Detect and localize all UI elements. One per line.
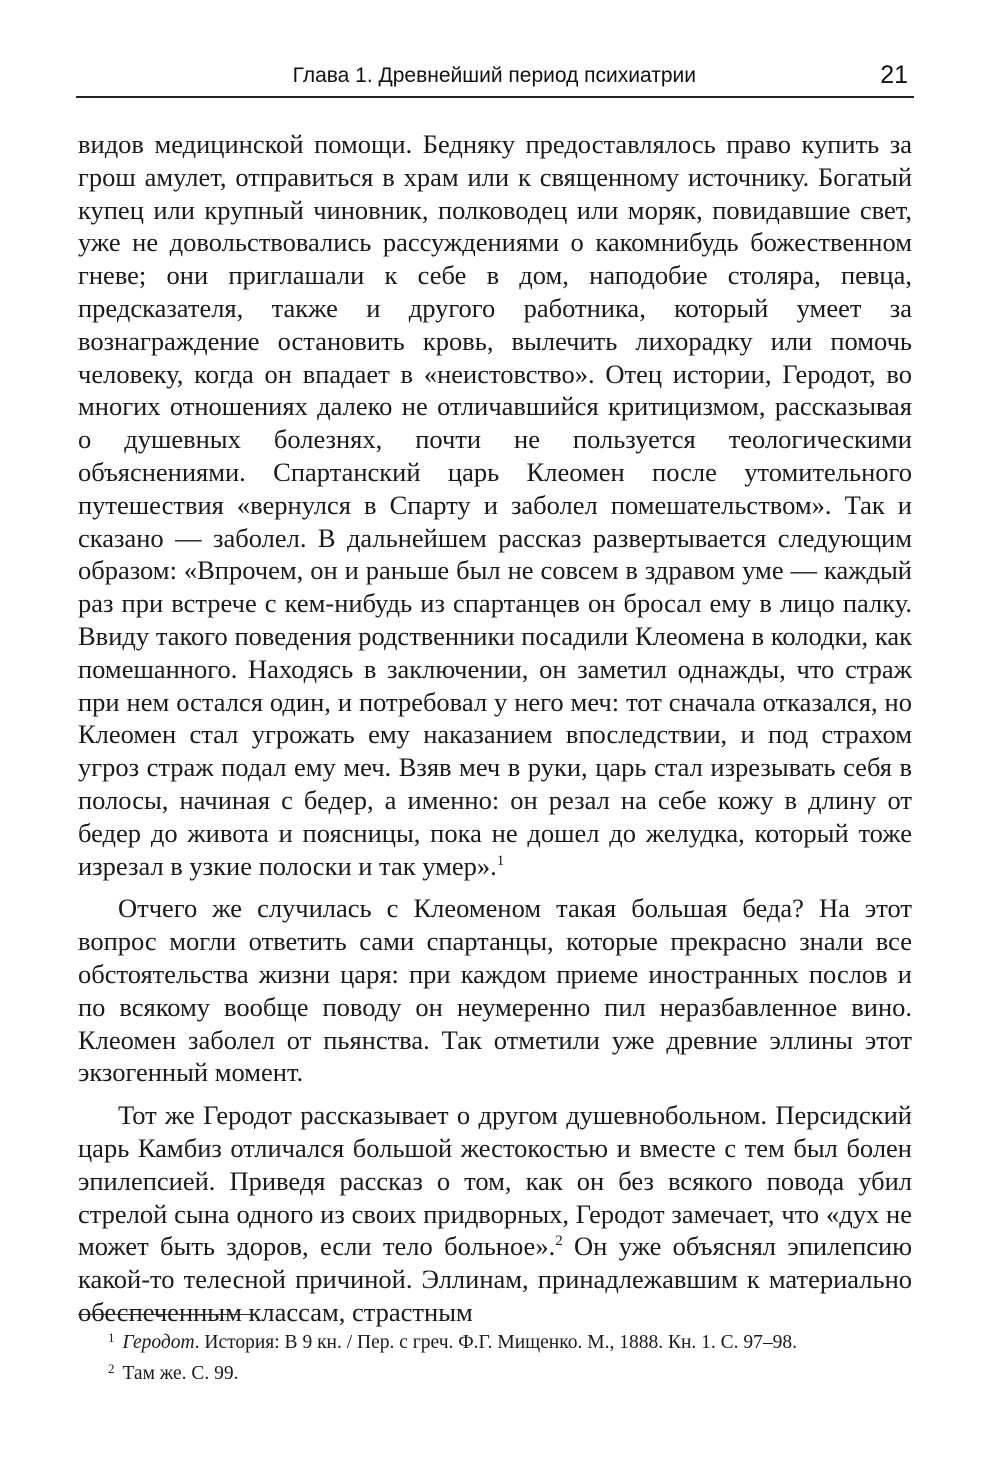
paragraph-text: Отчего же случилась с Клеоменом такая большая беда? На этот вопрос могли ответить сами спартанцы, которые прекрасно знали все обстоятельства жизни царя: при каждом приеме иностранных послов и по всякому вообще поводу он неумеренно пил неразбавленное вино. Клеомен заболел от пьянства. Так отметили уже древние эллины этот экзогенный момент. (78, 893, 912, 1088)
paragraph-2 (78, 892, 912, 1089)
footnotes (110, 1325, 920, 1387)
page-number: 21 (880, 61, 908, 89)
footnote-text: . История: В 9 кн. / Пер. с греч. Ф.Г. Мищенко. М., 1888. Кн. 1. С. 97–98. (194, 1332, 798, 1353)
paragraph-text: видов медицинской помощи. Бедняку предоставлялось право купить за грош амулет, отправиться в храм или к священному источнику. Богатый купец или крупный чиновник, полководец или моряк, повидавшие свет, уже не довольствовались рассуждениями о какомнибудь божественном гневе; они приглашали к себе в дом, наподобие столяра, певца, предсказателя, также и другого работника, который умеет за вознаграждение остановить кровь, вылечить лихорадку или помочь человеку, когда он впадает в «неистовство». Отец истории, Геродот, во многих отношениях далеко не отличавшийся критицизмом, рассказывая о душевных болезнях, почти не пользуется теологическими объяснениями. Спартанский царь Клеомен после утомительного путешествия «вернулся в Спарту и заболел помешательством». Так и сказано — заболел. В дальнейшем рассказ развертывается следующим образом: «Впрочем, он и раньше был не совсем в здравом уме — каждый раз при встрече с кем-нибудь из спартанцев он бросал ему в лицо палку. Ввиду такого поведения родственники посадили Клеомена в колодки, как помешанного. Находясь в заключении, он заметил однажды, что страж при нем остался один, и потребовал у него меч: тот сначала отказался, но Клеомен стал угрожать ему наказанием впоследствии, и под страхом угроз страж подал ему меч. Взяв меч в руки, царь стал изрезывать себя в полосы, начиная с бедер, а именно: он резал на себе кожу в длину от бедер до живота и поясницы, пока не дошел до желудка, который тоже изрезал в узкие полоски и так умер». (78, 129, 912, 881)
footnote-2 (110, 1356, 920, 1387)
running-head: Глава 1. Древнейший период психиатрии (292, 64, 696, 87)
paragraph-text: Тот же Геродот рассказывает о другом душевнобольном. Персидский царь Камбиз отличался большой жестокостью и вместе с тем был болен эпилепсией. Приведя рассказ о том, как он без всякого повода убил стрелой сына одного из своих придворных, Геродот замечает, что «дух не может быть здоров, если тело больное». (78, 1100, 912, 1262)
page-header (76, 58, 914, 98)
paragraph-1 (78, 128, 912, 882)
footnote-divider (78, 1314, 254, 1315)
footnote-1 (110, 1325, 920, 1356)
footnote-text: Там же. С. 99. (122, 1363, 239, 1384)
footnote-number: 1 (108, 1330, 115, 1345)
paragraph-3 (78, 1099, 912, 1329)
footnote-author: Геродот (122, 1332, 195, 1353)
footnote-ref: 2 (555, 1233, 563, 1250)
footnote-ref: 1 (496, 852, 505, 869)
footnote-number: 2 (108, 1361, 115, 1376)
paragraph-text: Он уже объяснял эпилепсию какой-то телесной причиной. Эллинам, принадлежавшим к материально обеспеченным классам, страстным (78, 1231, 912, 1327)
body-text (78, 128, 912, 1329)
